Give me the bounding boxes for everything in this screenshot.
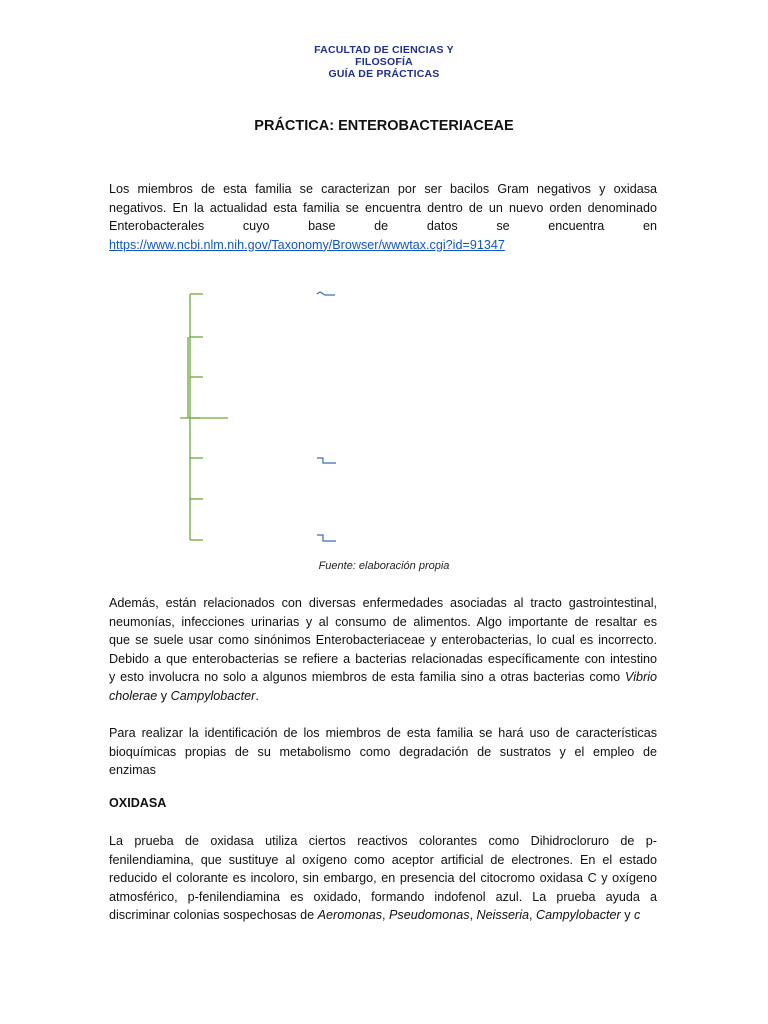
figure-caption: Fuente: elaboración propia (318, 560, 450, 572)
campylobacter-term: Campylobacter (170, 688, 256, 703)
p4-y: y (620, 908, 635, 922)
intro-line-4 (109, 236, 657, 255)
related-diseases-paragraph (109, 594, 657, 705)
intro-line-1: Los miembros de esta familia se caracterizan por ser bacilos Gram negativos y oxidasa (109, 182, 657, 196)
oxidasa-paragraph (109, 832, 657, 925)
p2-line-5 (109, 668, 657, 687)
tree-leaf-mark-2 (317, 458, 336, 463)
p4-comma-1: , (382, 908, 390, 922)
campylobacter-term-2: Campylobacter (536, 908, 621, 922)
p4-line-4: atmosférico, p-fenilendiamina es oxidado, formando indofenol azul. La prueba ayuda a (109, 889, 657, 904)
p4-line-3: reducido el colorante es incoloro, sin embargo, en presencia del citocromo oxidasa C y oxígeno (109, 871, 657, 885)
intro-line-3: Enterobacterales cuyo base de datos se encuentra en (109, 219, 657, 233)
faculty-header (0, 44, 768, 80)
p2-line-6-y: y (157, 688, 171, 703)
p3-line-3: enzimas (109, 763, 156, 777)
pseudomonas-term: Pseudomonas (389, 908, 470, 922)
p4-comma-2: , (469, 908, 477, 922)
header-line-2: FILOSOFÍA (355, 56, 413, 68)
p2-line-5-text: y esto involucra no solo a algunos miembros de esta familia sino a otras bacterias como (109, 670, 621, 684)
p2-line-6 (109, 687, 657, 706)
intro-paragraph (109, 180, 657, 254)
tree-leaf-mark-3 (317, 535, 336, 541)
p4-line-1: La prueba de oxidasa utiliza ciertos reactivos colorantes como Dihidrocloruro de p- (109, 834, 657, 848)
p4-comma-3: , (529, 908, 537, 922)
p3-line-2: bioquímicas propias de su metabolismo como degradación de sustratos y el empleo de (109, 744, 657, 759)
p3-line-1: Para realizar la identificación de los miembros de esta familia se hará uso de características (109, 726, 657, 740)
identification-paragraph (109, 724, 657, 780)
truncated-term: c (634, 908, 641, 922)
section-heading-oxidasa: OXIDASA (109, 796, 167, 810)
p2-line-2: neumonías, infecciones urinarias y al consumo de alimentos. Algo importante de resaltar es (109, 614, 657, 629)
p2-line-1: Además, están relacionados con diversas enfermedades asociadas al tracto gastrointestinal, (109, 596, 657, 610)
cholerae-term: cholerae (109, 688, 158, 703)
page-title: PRÁCTICA: ENTEROBACTERIACEAE (254, 118, 514, 134)
taxonomy-tree-figure (170, 285, 370, 550)
ncbi-taxonomy-link[interactable]: https://www.ncbi.nlm.nih.gov/Taxonomy/Browser/wwwtax.cgi?id=91347 (109, 237, 505, 252)
header-line-3: GUÍA DE PRÁCTICAS (328, 68, 440, 80)
intro-line-2: negativos. En la actualidad esta familia se encuentra dentro de un nuevo orden denominado (109, 200, 657, 215)
tree-leaf-mark-1 (317, 292, 335, 295)
p4-line-2: fenilendiamina, que sustituye al oxígeno como aceptor artificial de electrones. En el estado (109, 852, 657, 867)
p4-line-5-text: discriminar colonias sospechosas de (109, 908, 318, 922)
p2-line-3: que se suele usar como sinónimos Enterobacteriaceae y enterobacterias, lo cual es incorrecto. (109, 633, 657, 647)
p4-line-5 (109, 906, 657, 925)
header-line-1: FACULTAD DE CIENCIAS Y (314, 44, 454, 56)
taxonomy-tree-diagram (170, 285, 370, 550)
neisseria-term: Neisseria (476, 908, 530, 922)
p2-line-4: Debido a que enterobacterias se refiere a bacterias relacionadas específicamente con intestino (109, 651, 657, 666)
vibrio-term: Vibrio (625, 670, 658, 684)
p2-line-6-period: . (255, 688, 259, 703)
aeromonas-term: Aeromonas (317, 908, 383, 922)
